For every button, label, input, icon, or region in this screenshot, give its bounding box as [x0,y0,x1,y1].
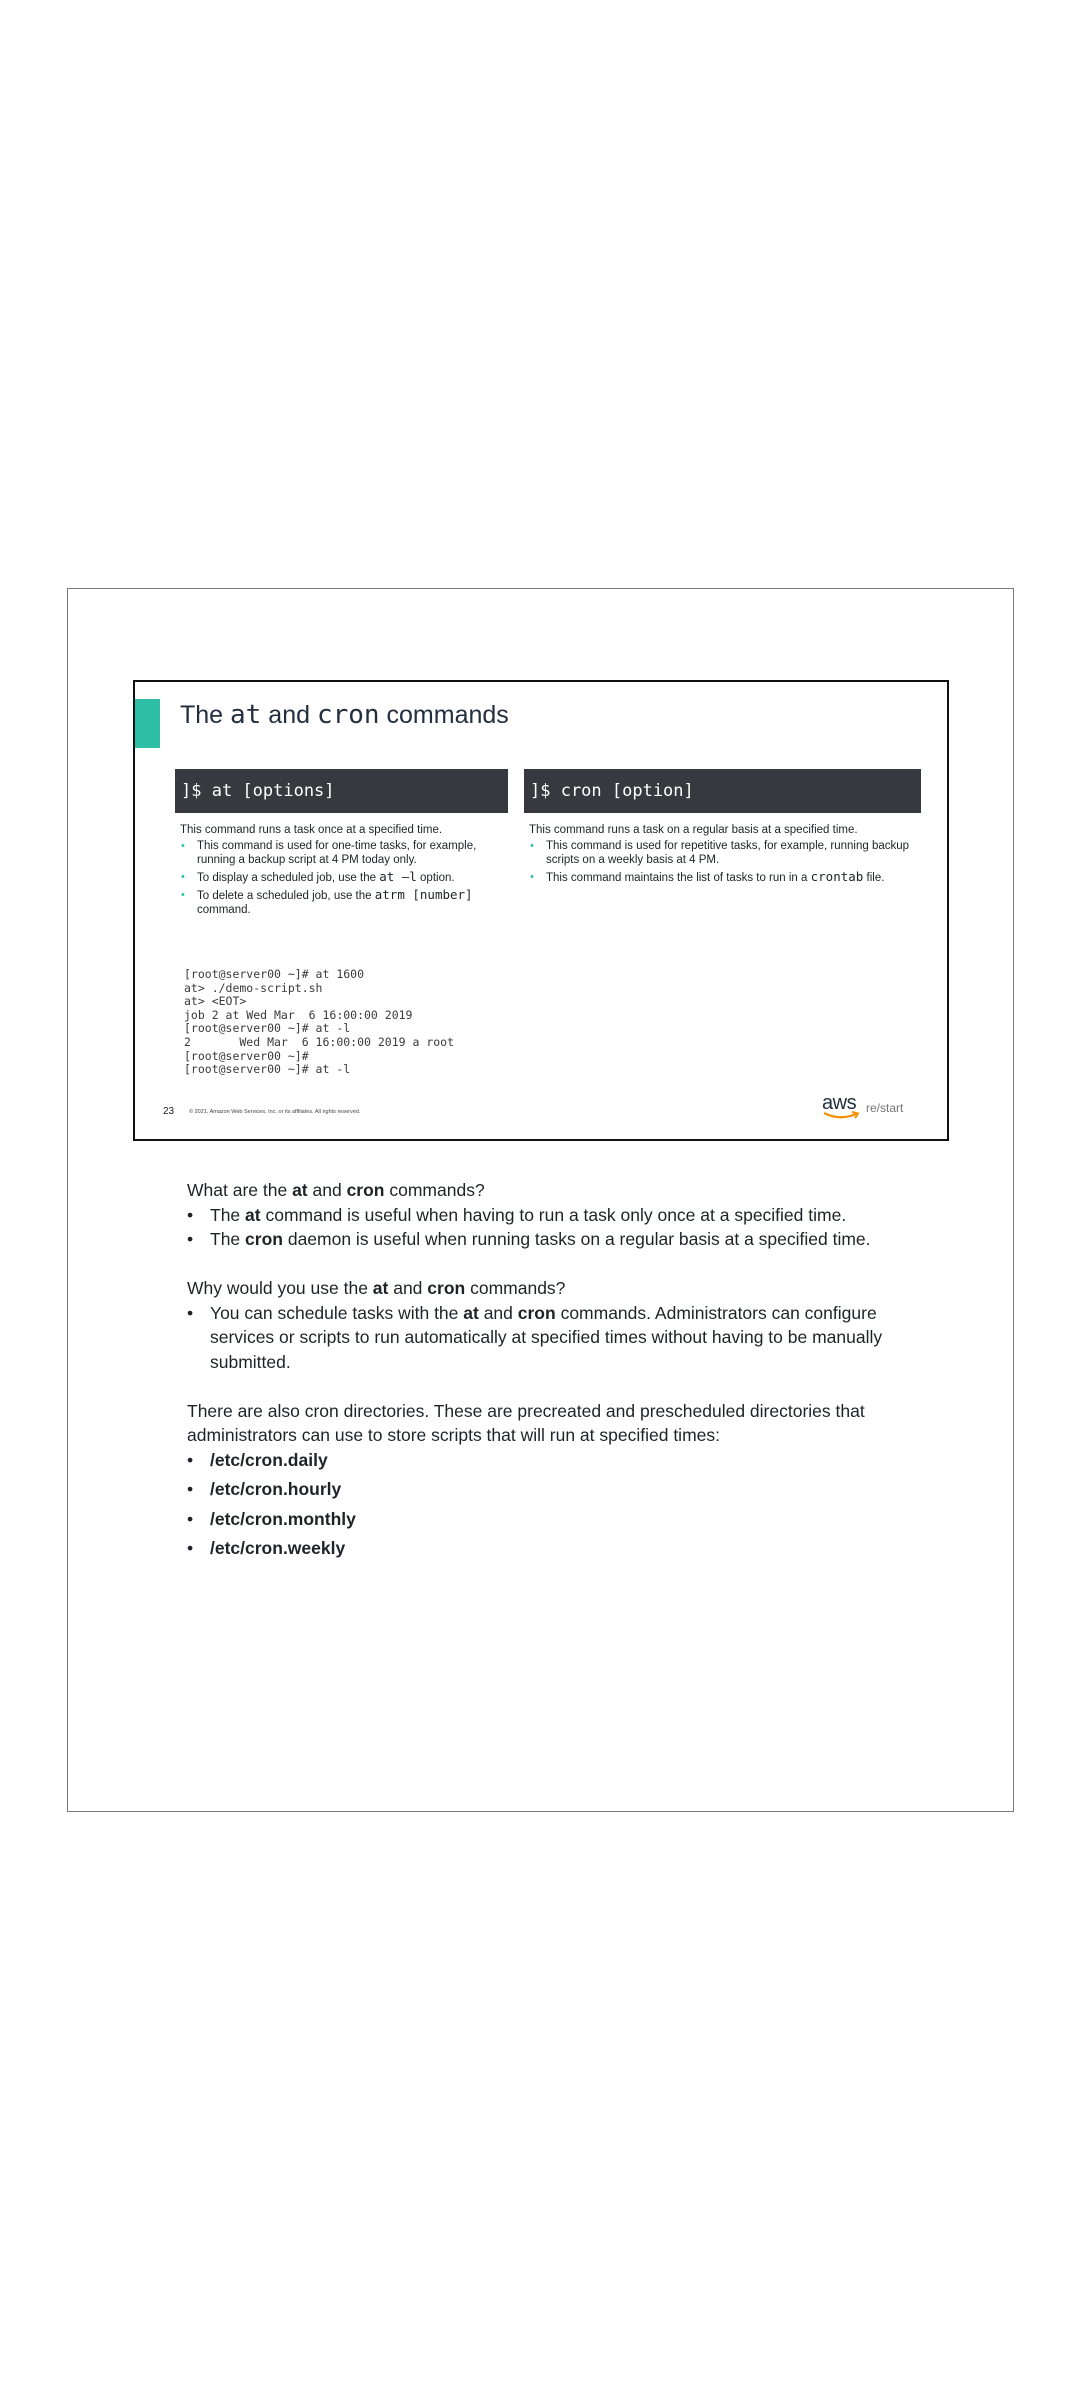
aws-logo: aws [820,1095,864,1121]
slide [133,680,949,1141]
cron-bullet: • This command maintains the list of tasks to run in a crontab file. [529,870,921,885]
answer-item: • The cron daemon is useful when running tasks on a regular basis at a specified time. [187,1227,907,1252]
aws-smile-icon [822,1111,862,1121]
at-intro: This command runs a task once at a specified time. [180,824,443,836]
cron-directory-item: • /etc/cron.daily [187,1448,907,1473]
at-bullet: • This command is used for one-time tasks, for example, running a backup script at 4 PM today only. [180,839,510,867]
at-command-header: ]$ at [options] [175,769,508,813]
accent-bar [135,699,160,748]
at-bullet: • To delete a scheduled job, use the atrm [number] command. [180,888,510,917]
cron-bullet: • This command is used for repetitive tasks, for example, running backup scripts on a weekly basis at 4 PM. [529,839,921,867]
cron-command-header: ]$ cron [option] [524,769,921,813]
speaker-notes [187,1178,907,1566]
slide-number: 23 [163,1106,175,1117]
cron-directory-item: • /etc/cron.weekly [187,1536,907,1561]
at-bullet: • To display a scheduled job, use the at –l option. [180,870,510,885]
question-what: What are the at and cron commands? [187,1180,485,1200]
copyright: © 2021, Amazon Web Services, Inc. or its affiliates. All rights reserved. [189,1109,361,1115]
cron-intro: This command runs a task on a regular basis at a specified time. [529,824,858,836]
terminal-output: [root@server00 ~]# at 1600 at> ./demo-script.sh at> <EOT> job 2 at Wed Mar 6 16:00:00 2019 [root@server00 ~]# at -l 2 Wed Mar 6 16:00:00 2019 a root [root@server00 ~]# [root@server00 ~]# at -l [184,967,455,1077]
answer-item: • You can schedule tasks with the at and cron commands. Administrators can configure services or scripts to run automatically at specified times without having to be manually submitted. [187,1301,907,1375]
cron-directories-intro: There are also cron directories. These are precreated and prescheduled directories that administrators can use to store scripts that will run at specified times: [187,1400,865,1445]
cron-description [529,823,921,888]
slide-title: The at and cron commands [180,700,509,730]
cron-directory-item: • /etc/cron.hourly [187,1477,907,1502]
cron-directory-item: • /etc/cron.monthly [187,1507,907,1532]
question-why: Why would you use the at and cron commands? [187,1278,566,1298]
answer-item: • The at command is useful when having to run a task only once at a specified time. [187,1203,907,1228]
at-description [180,823,510,920]
restart-label: re/start [866,1101,904,1115]
